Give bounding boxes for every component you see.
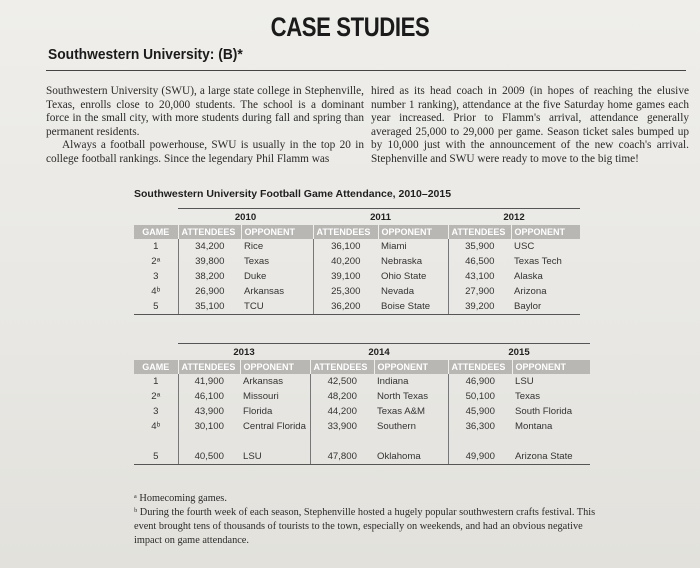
opponent-cell: Miami (381, 241, 407, 252)
opponent-cell: Montana (515, 421, 553, 432)
attendees-cell: 40,200 (313, 254, 378, 269)
opponent-cell: Central Florida (243, 421, 306, 432)
attendees-cell: 43,100 (448, 269, 511, 284)
attendance-table-2010-2012 (134, 208, 580, 315)
opponent-cell: Nebraska (381, 256, 423, 267)
attendees-cell: 26,900 (178, 284, 241, 299)
body-paragraph: hired as its head coach in 2009 (in hopes of reaching the elusive number 1 ranking), attendance at the five Saturday home games each year increased. Prior to Flamm's arrival, attendance generally averaged 25,000 to 29,000 per game. Season ticket sales bumped up by 10,000 just with the announcement of the new coach's arrival. Stephenville and SWU were ready to move to the big time! (371, 85, 689, 165)
game-number: 3 (153, 271, 159, 282)
game-number: 1 (153, 241, 159, 252)
attendees-cell: 46,500 (448, 254, 511, 269)
table-row (134, 269, 580, 284)
opponent-cell: Texas A&M (377, 406, 425, 417)
year-label: 2013 (178, 344, 310, 361)
year-label: 2015 (448, 344, 590, 361)
attendees-cell: 50,100 (448, 389, 512, 404)
opponent-cell: North Texas (377, 391, 429, 402)
attendees-cell: 43,900 (178, 404, 240, 419)
column-header-game: GAME (134, 225, 178, 239)
attendance-table-2013-2015 (134, 343, 590, 465)
attendees-cell: 35,900 (448, 239, 511, 254)
column-header-attendees: ATTENDEES (448, 360, 512, 374)
attendees-cell: 27,900 (448, 284, 511, 299)
game-number: 4ᵇ (151, 286, 161, 297)
attendees-cell: 39,100 (313, 269, 378, 284)
table-row (134, 449, 590, 465)
year-label: 2014 (310, 344, 448, 361)
attendees-cell: 35,100 (178, 299, 241, 315)
section-title: CASE STUDIES (270, 12, 430, 42)
table-footnotes (134, 492, 604, 548)
opponent-cell: Baylor (511, 299, 580, 315)
attendees-cell: 39,800 (178, 254, 241, 269)
table-row (134, 239, 580, 254)
year-label: 2012 (448, 209, 580, 226)
opponent-cell: South Florida (515, 406, 573, 417)
attendees-cell: 40,500 (178, 449, 240, 465)
opponent-cell: Indiana (377, 376, 409, 387)
column-header-opponent: OPPONENT (511, 225, 580, 239)
game-number: 3 (153, 406, 159, 417)
table-row (134, 284, 580, 299)
table-header-row (134, 360, 590, 374)
attendees-cell: 36,200 (313, 299, 378, 315)
attendees-cell: 42,500 (310, 374, 374, 389)
attendees-cell: 25,300 (313, 284, 378, 299)
table-row (134, 299, 580, 315)
attendees-cell: 36,100 (313, 239, 378, 254)
opponent-cell: Arkansas (244, 286, 284, 297)
column-header-attendees: ATTENDEES (310, 360, 374, 374)
table-row (134, 254, 580, 269)
game-number: 5 (134, 449, 178, 465)
case-title: Southwestern University: (B)* (48, 46, 243, 63)
attendees-cell: 33,900 (310, 419, 374, 449)
column-header-attendees: ATTENDEES (178, 225, 241, 239)
attendees-cell: 38,200 (178, 269, 241, 284)
opponent-cell: Texas (515, 391, 541, 402)
column-header-opponent: OPPONENT (240, 360, 310, 374)
opponent-cell: TCU (241, 299, 313, 315)
column-header-opponent: OPPONENT (512, 360, 590, 374)
body-column-left (46, 85, 364, 167)
opponent-cell: Rice (244, 241, 264, 252)
opponent-cell: LSU (240, 449, 310, 465)
opponent-cell: LSU (515, 376, 534, 387)
column-header-opponent: OPPONENT (374, 360, 448, 374)
attendees-cell: 46,900 (448, 374, 512, 389)
column-header-attendees: ATTENDEES (178, 360, 240, 374)
opponent-cell: Duke (244, 271, 267, 282)
column-header-opponent: OPPONENT (378, 225, 448, 239)
opponent-cell: Nevada (381, 286, 415, 297)
opponent-cell: Missouri (243, 391, 279, 402)
year-label: 2010 (178, 209, 313, 226)
table-caption: Southwestern University Football Game Attendance, 2010–2015 (134, 188, 452, 200)
opponent-cell: Arkansas (243, 376, 283, 387)
attendees-cell: 36,300 (448, 419, 512, 449)
opponent-cell: Alaska (514, 271, 543, 282)
opponent-cell: Southern (377, 421, 416, 432)
year-label: 2011 (313, 209, 448, 226)
opponent-cell: Arizona State (512, 449, 590, 465)
attendees-cell: 46,100 (178, 389, 240, 404)
opponent-cell: USC (514, 241, 535, 252)
attendees-cell: 47,800 (310, 449, 374, 465)
attendees-cell: 39,200 (448, 299, 511, 315)
attendees-cell: 48,200 (310, 389, 374, 404)
body-paragraph: Always a football powerhouse, SWU is usually in the top 20 in college football rankings. Since the legendary Phil Flamm was (46, 139, 364, 165)
attendees-cell: 49,900 (448, 449, 512, 465)
game-number: 2ᵃ (151, 256, 161, 267)
column-header-game: GAME (134, 360, 178, 374)
opponent-cell: Boise State (378, 299, 448, 315)
table-row (134, 404, 590, 419)
column-header-attendees: ATTENDEES (313, 225, 378, 239)
footnote-a: ᵃ Homecoming games. (134, 493, 227, 504)
title-rule (46, 70, 686, 71)
opponent-cell: Texas Tech (514, 256, 562, 267)
attendees-cell: 34,200 (178, 239, 241, 254)
game-number: 5 (134, 299, 178, 315)
attendees-cell: 44,200 (310, 404, 374, 419)
table-row (134, 389, 590, 404)
table-row (134, 374, 590, 389)
attendees-cell: 30,100 (178, 419, 240, 449)
opponent-cell: Oklahoma (374, 449, 448, 465)
attendees-cell: 41,900 (178, 374, 240, 389)
game-number: 4ᵇ (151, 421, 161, 432)
body-column-right (371, 85, 689, 167)
footnote-b: ᵇ During the fourth week of each season, Stephenville hosted a hugely popular southwestern crafts festival. This event brought tens of thousands of tourists to the town, especially on weekends, and had an obvious negative impact on game attendance. (134, 507, 596, 546)
game-number: 2ᵃ (151, 391, 161, 402)
game-number: 1 (153, 376, 159, 387)
opponent-cell: Florida (243, 406, 273, 417)
body-paragraph: Southwestern University (SWU), a large state college in Stephenville, Texas, enrolls close to 20,000 students. The school is a dominant force in the small city, with more students during fall and spring than permanent residents. (46, 85, 364, 138)
table-header-row (134, 225, 580, 239)
opponent-cell: Ohio State (381, 271, 427, 282)
opponent-cell: Texas (244, 256, 270, 267)
column-header-attendees: ATTENDEES (448, 225, 511, 239)
table-row (134, 419, 590, 449)
opponent-cell: Arizona (514, 286, 547, 297)
column-header-opponent: OPPONENT (241, 225, 313, 239)
attendees-cell: 45,900 (448, 404, 512, 419)
